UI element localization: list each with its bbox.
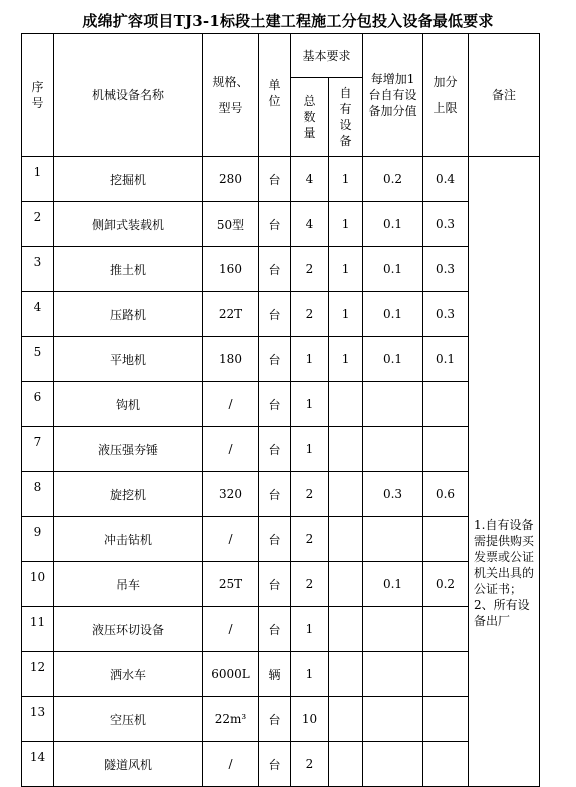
cell-owned: 1 (329, 157, 363, 202)
cell-name: 吊车 (54, 562, 203, 607)
cell-name: 平地机 (54, 337, 203, 382)
cell-unit: 台 (259, 742, 291, 787)
cell-no: 9 (22, 517, 54, 562)
equipment-table (21, 33, 540, 787)
cell-spec: / (203, 607, 259, 652)
header-total: 总数量 (291, 78, 329, 157)
cell-no: 3 (22, 247, 54, 292)
cell-spec: / (203, 742, 259, 787)
cell-no: 2 (22, 202, 54, 247)
cell-per-add: 0.1 (363, 247, 423, 292)
cell-no: 11 (22, 607, 54, 652)
cell-no: 5 (22, 337, 54, 382)
cell-per-add (363, 382, 423, 427)
cell-unit: 台 (259, 517, 291, 562)
cell-name: 液压强夯锤 (54, 427, 203, 472)
cell-owned (329, 382, 363, 427)
cell-name: 挖掘机 (54, 157, 203, 202)
cell-max-add (423, 742, 469, 787)
remark-cell: 1.自有设备需提供购买发票或公证机关出具的公证书；2、所有设备出厂 (469, 157, 540, 787)
cell-total: 2 (291, 742, 329, 787)
cell-total: 2 (291, 247, 329, 292)
cell-owned: 1 (329, 337, 363, 382)
cell-no: 4 (22, 292, 54, 337)
cell-owned: 1 (329, 292, 363, 337)
cell-max-add: 0.3 (423, 292, 469, 337)
cell-spec: 50型 (203, 202, 259, 247)
cell-name: 旋挖机 (54, 472, 203, 517)
table-row (22, 562, 540, 607)
cell-total: 1 (291, 382, 329, 427)
cell-name: 推土机 (54, 247, 203, 292)
cell-max-add (423, 607, 469, 652)
header-spec: 规格、型号 (203, 34, 259, 157)
cell-max-add: 0.4 (423, 157, 469, 202)
cell-unit: 台 (259, 157, 291, 202)
cell-per-add: 0.1 (363, 202, 423, 247)
table-row (22, 427, 540, 472)
cell-total: 1 (291, 427, 329, 472)
cell-spec: / (203, 382, 259, 427)
cell-spec: 25T (203, 562, 259, 607)
cell-owned (329, 427, 363, 472)
cell-unit: 台 (259, 697, 291, 742)
cell-per-add (363, 427, 423, 472)
cell-total: 2 (291, 472, 329, 517)
cell-total: 2 (291, 517, 329, 562)
cell-unit: 台 (259, 202, 291, 247)
cell-per-add: 0.2 (363, 157, 423, 202)
table-row (22, 607, 540, 652)
cell-total: 1 (291, 337, 329, 382)
cell-per-add (363, 607, 423, 652)
cell-no: 7 (22, 427, 54, 472)
cell-spec: 180 (203, 337, 259, 382)
header-remark: 备注 (469, 34, 540, 157)
cell-max-add: 0.3 (423, 202, 469, 247)
cell-per-add: 0.3 (363, 472, 423, 517)
cell-total: 2 (291, 562, 329, 607)
cell-max-add (423, 382, 469, 427)
header-name: 机械设备名称 (54, 34, 203, 157)
cell-spec: 160 (203, 247, 259, 292)
cell-unit: 台 (259, 607, 291, 652)
cell-total: 1 (291, 652, 329, 697)
table-row (22, 202, 540, 247)
cell-name: 空压机 (54, 697, 203, 742)
table-row (22, 697, 540, 742)
cell-no: 6 (22, 382, 54, 427)
cell-no: 14 (22, 742, 54, 787)
cell-total: 1 (291, 607, 329, 652)
cell-max-add: 0.3 (423, 247, 469, 292)
cell-max-add: 0.6 (423, 472, 469, 517)
header-basic: 基本要求 (291, 34, 363, 78)
table-row (22, 382, 540, 427)
table-row (22, 337, 540, 382)
table-row (22, 247, 540, 292)
cell-spec: / (203, 427, 259, 472)
cell-max-add: 0.1 (423, 337, 469, 382)
cell-unit: 辆 (259, 652, 291, 697)
cell-owned (329, 562, 363, 607)
cell-per-add: 0.1 (363, 292, 423, 337)
cell-total: 4 (291, 202, 329, 247)
header-per-add: 每增加1台自有设备加分值 (363, 34, 423, 157)
table-row (22, 292, 540, 337)
cell-name: 液压环切设备 (54, 607, 203, 652)
cell-max-add (423, 697, 469, 742)
cell-per-add (363, 742, 423, 787)
cell-owned (329, 697, 363, 742)
cell-per-add: 0.1 (363, 562, 423, 607)
cell-spec: 22m³ (203, 697, 259, 742)
cell-max-add: 0.2 (423, 562, 469, 607)
cell-per-add: 0.1 (363, 337, 423, 382)
header-owned: 自有设备 (329, 78, 363, 157)
cell-total: 10 (291, 697, 329, 742)
cell-total: 2 (291, 292, 329, 337)
cell-unit: 台 (259, 472, 291, 517)
cell-spec: / (203, 517, 259, 562)
cell-unit: 台 (259, 562, 291, 607)
cell-spec: 320 (203, 472, 259, 517)
cell-unit: 台 (259, 382, 291, 427)
table-row (22, 472, 540, 517)
cell-max-add (423, 427, 469, 472)
cell-per-add (363, 697, 423, 742)
cell-unit: 台 (259, 247, 291, 292)
table-row (22, 157, 540, 202)
cell-unit: 台 (259, 292, 291, 337)
cell-owned (329, 742, 363, 787)
header-unit: 单位 (259, 34, 291, 157)
cell-per-add (363, 517, 423, 562)
cell-unit: 台 (259, 337, 291, 382)
cell-owned (329, 517, 363, 562)
table-row (22, 517, 540, 562)
cell-no: 1 (22, 157, 54, 202)
cell-name: 隧道风机 (54, 742, 203, 787)
page-title: 成绵扩容项目TJ3-1标段土建工程施工分包投入设备最低要求 (82, 12, 494, 30)
cell-unit: 台 (259, 427, 291, 472)
cell-name: 侧卸式装载机 (54, 202, 203, 247)
cell-no: 13 (22, 697, 54, 742)
cell-name: 洒水车 (54, 652, 203, 697)
cell-total: 4 (291, 157, 329, 202)
cell-name: 压路机 (54, 292, 203, 337)
cell-no: 12 (22, 652, 54, 697)
cell-no: 8 (22, 472, 54, 517)
cell-name: 冲击钻机 (54, 517, 203, 562)
cell-no: 10 (22, 562, 54, 607)
cell-spec: 280 (203, 157, 259, 202)
header-seq: 序号 (22, 34, 54, 157)
cell-owned (329, 607, 363, 652)
cell-owned: 1 (329, 247, 363, 292)
cell-spec: 22T (203, 292, 259, 337)
cell-owned: 1 (329, 202, 363, 247)
header-max-add: 加分上限 (423, 34, 469, 157)
cell-name: 钩机 (54, 382, 203, 427)
cell-owned (329, 472, 363, 517)
table-row (22, 742, 540, 787)
cell-max-add (423, 517, 469, 562)
cell-spec: 6000L (203, 652, 259, 697)
